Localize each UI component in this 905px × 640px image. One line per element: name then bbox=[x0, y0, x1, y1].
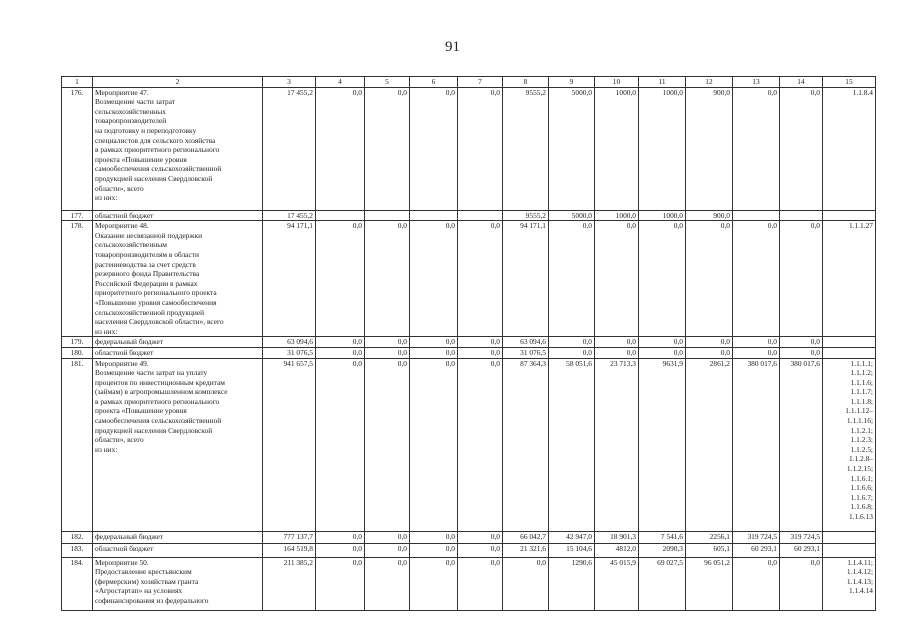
table-row bbox=[62, 87, 876, 210]
year-2020-cell bbox=[365, 210, 410, 221]
year-2025-cell: 23 713,3 bbox=[595, 358, 639, 531]
year-2020-cell: 0,0 bbox=[365, 347, 410, 358]
year-2024-cell: 58 051,6 bbox=[549, 358, 595, 531]
column-header: 1 bbox=[62, 77, 93, 88]
year-2028-cell: 0,0 bbox=[733, 337, 780, 348]
column-header: 9 bbox=[549, 77, 595, 88]
year-2027-cell: 0,0 bbox=[686, 221, 733, 337]
year-2020-cell: 0,0 bbox=[365, 221, 410, 337]
year-2029-cell: 0,0 bbox=[780, 347, 823, 358]
year-2029-cell bbox=[780, 210, 823, 221]
description-cell: Мероприятие 49. Возмещение части затрат на уплату процентов по инвестиционным кредитам (займам) в агропромышленном комплексе в рамках приоритетного регионального проекта «Повышение уровня самообеспечения сельскохозяйственной продукцией населения Свердловской области», всего из них: bbox=[93, 358, 263, 531]
column-header: 11 bbox=[639, 77, 686, 88]
target-codes-cell: 1.1.4.11; 1.1.4.12; 1.1.4.13; 1.1.4.14 bbox=[823, 557, 876, 610]
column-header: 15 bbox=[823, 77, 876, 88]
column-header: 2 bbox=[93, 77, 263, 88]
year-2023-cell: 9555,2 bbox=[503, 87, 549, 210]
year-2028-cell: 60 293,1 bbox=[733, 543, 780, 557]
year-2020-cell: 0,0 bbox=[365, 358, 410, 531]
year-2019-cell: 0,0 bbox=[316, 337, 365, 348]
year-2027-cell: 2256,1 bbox=[686, 531, 733, 543]
year-2021-cell: 0,0 bbox=[410, 543, 458, 557]
year-2022-cell: 0,0 bbox=[458, 347, 503, 358]
total-cell: 211 385,2 bbox=[263, 557, 316, 610]
year-2029-cell: 0,0 bbox=[780, 87, 823, 210]
year-2019-cell bbox=[316, 210, 365, 221]
year-2029-cell: 60 293,1 bbox=[780, 543, 823, 557]
year-2024-cell: 5000,0 bbox=[549, 210, 595, 221]
year-2029-cell: 0,0 bbox=[780, 337, 823, 348]
year-2029-cell: 0,0 bbox=[780, 557, 823, 610]
year-2028-cell: 0,0 bbox=[733, 347, 780, 358]
year-2024-cell: 1290,6 bbox=[549, 557, 595, 610]
table-row bbox=[62, 221, 876, 337]
year-2028-cell bbox=[733, 210, 780, 221]
target-codes-cell: 1.1.8.4 bbox=[823, 87, 876, 210]
year-2026-cell: 0,0 bbox=[639, 337, 686, 348]
year-2029-cell: 0,0 bbox=[780, 221, 823, 337]
page-number: 91 bbox=[445, 39, 460, 55]
year-2029-cell: 380 017,6 bbox=[780, 358, 823, 531]
description-cell: областной бюджет bbox=[93, 210, 263, 221]
year-2024-cell: 0,0 bbox=[549, 337, 595, 348]
table-row bbox=[62, 337, 876, 348]
column-header: 3 bbox=[263, 77, 316, 88]
year-2024-cell: 15 104,6 bbox=[549, 543, 595, 557]
row-number-cell: 177. bbox=[62, 210, 93, 221]
year-2027-cell: 96 051,2 bbox=[686, 557, 733, 610]
column-header: 8 bbox=[503, 77, 549, 88]
row-number-cell: 176. bbox=[62, 87, 93, 210]
row-number-cell: 182. bbox=[62, 531, 93, 543]
year-2020-cell: 0,0 bbox=[365, 531, 410, 543]
year-2026-cell: 1000,0 bbox=[639, 210, 686, 221]
row-number-cell: 179. bbox=[62, 337, 93, 348]
year-2026-cell: 69 027,5 bbox=[639, 557, 686, 610]
year-2023-cell: 63 094,6 bbox=[503, 337, 549, 348]
target-codes-cell bbox=[823, 347, 876, 358]
total-cell: 941 657,5 bbox=[263, 358, 316, 531]
year-2023-cell: 21 321,6 bbox=[503, 543, 549, 557]
column-header: 12 bbox=[686, 77, 733, 88]
year-2022-cell: 0,0 bbox=[458, 221, 503, 337]
year-2026-cell: 0,0 bbox=[639, 347, 686, 358]
description-cell: Мероприятие 50. Предоставление крестьянским (фермерским) хозяйствам гранта «Агростартап» на условиях софинансирования из федерального bbox=[93, 557, 263, 610]
year-2022-cell: 0,0 bbox=[458, 358, 503, 531]
year-2021-cell: 0,0 bbox=[410, 557, 458, 610]
table-row bbox=[62, 210, 876, 221]
year-2025-cell: 45 015,9 bbox=[595, 557, 639, 610]
year-2024-cell: 0,0 bbox=[549, 347, 595, 358]
year-2020-cell: 0,0 bbox=[365, 557, 410, 610]
year-2025-cell: 0,0 bbox=[595, 347, 639, 358]
year-2028-cell: 319 724,5 bbox=[733, 531, 780, 543]
year-2025-cell: 1000,0 bbox=[595, 210, 639, 221]
row-number-cell: 184. bbox=[62, 557, 93, 610]
year-2028-cell: 0,0 bbox=[733, 557, 780, 610]
budget-table bbox=[61, 76, 876, 611]
column-header: 13 bbox=[733, 77, 780, 88]
year-2020-cell: 0,0 bbox=[365, 543, 410, 557]
description-cell: Мероприятие 48. Оказание несвязанной поддержки сельскохозяйственным товаропроизводителям в области растениеводства за счет средств резервного фонда Правительства Российской Федерации в рамках приоритетного регионального проекта «Повышение уровня самообеспечения сельскохозяйственной продукцией населения Свердловской области», всего из них: bbox=[93, 221, 263, 337]
year-2022-cell: 0,0 bbox=[458, 557, 503, 610]
year-2029-cell: 319 724,5 bbox=[780, 531, 823, 543]
table-row bbox=[62, 347, 876, 358]
total-cell: 17 455,2 bbox=[263, 210, 316, 221]
row-number-cell: 178. bbox=[62, 221, 93, 337]
year-2022-cell: 0,0 bbox=[458, 531, 503, 543]
year-2026-cell: 2090,3 bbox=[639, 543, 686, 557]
year-2021-cell: 0,0 bbox=[410, 337, 458, 348]
year-2023-cell: 94 171,1 bbox=[503, 221, 549, 337]
target-codes-cell: 1.1.1.27 bbox=[823, 221, 876, 337]
description-cell: федеральный бюджет bbox=[93, 337, 263, 348]
total-cell: 777 137,7 bbox=[263, 531, 316, 543]
column-header: 5 bbox=[365, 77, 410, 88]
year-2025-cell: 0,0 bbox=[595, 337, 639, 348]
table-header-row bbox=[62, 77, 876, 88]
description-cell: федеральный бюджет bbox=[93, 531, 263, 543]
row-number-cell: 181. bbox=[62, 358, 93, 531]
year-2025-cell: 4812,0 bbox=[595, 543, 639, 557]
year-2026-cell: 1000,0 bbox=[639, 87, 686, 210]
description-cell: областной бюджет bbox=[93, 347, 263, 358]
year-2023-cell: 87 364,3 bbox=[503, 358, 549, 531]
year-2023-cell: 66 042,7 bbox=[503, 531, 549, 543]
year-2028-cell: 0,0 bbox=[733, 221, 780, 337]
target-codes-cell bbox=[823, 337, 876, 348]
target-codes-cell bbox=[823, 543, 876, 557]
year-2021-cell: 0,0 bbox=[410, 531, 458, 543]
year-2027-cell: 900,0 bbox=[686, 210, 733, 221]
total-cell: 17 455,2 bbox=[263, 87, 316, 210]
year-2019-cell: 0,0 bbox=[316, 531, 365, 543]
table-row bbox=[62, 531, 876, 543]
total-cell: 31 076,5 bbox=[263, 347, 316, 358]
year-2025-cell: 18 901,3 bbox=[595, 531, 639, 543]
year-2021-cell: 0,0 bbox=[410, 221, 458, 337]
target-codes-cell: 1.1.1.1; 1.1.1.2; 1.1.1.6; 1.1.1.7; 1.1.1.8; 1.1.1.12– 1.1.1.16; 1.1.2.1; 1.1.2.3; 1.1.2.5; 1.1.2.8– 1.1.2.15; 1.1.6.1; 1.1.6.6; 1.1.6.7; 1.1.6.8; 1.1.6.13 bbox=[823, 358, 876, 531]
column-header: 10 bbox=[595, 77, 639, 88]
table-row bbox=[62, 557, 876, 610]
year-2026-cell: 0,0 bbox=[639, 221, 686, 337]
target-codes-cell bbox=[823, 531, 876, 543]
year-2022-cell: 0,0 bbox=[458, 87, 503, 210]
year-2019-cell: 0,0 bbox=[316, 221, 365, 337]
year-2023-cell: 9555,2 bbox=[503, 210, 549, 221]
column-header: 4 bbox=[316, 77, 365, 88]
year-2024-cell: 42 947,0 bbox=[549, 531, 595, 543]
year-2019-cell: 0,0 bbox=[316, 358, 365, 531]
total-cell: 164 519,8 bbox=[263, 543, 316, 557]
year-2021-cell bbox=[410, 210, 458, 221]
row-number-cell: 180. bbox=[62, 347, 93, 358]
year-2021-cell: 0,0 bbox=[410, 358, 458, 531]
table-row bbox=[62, 358, 876, 531]
row-number-cell: 183. bbox=[62, 543, 93, 557]
year-2027-cell: 605,1 bbox=[686, 543, 733, 557]
year-2024-cell: 5000,0 bbox=[549, 87, 595, 210]
year-2027-cell: 2861,2 bbox=[686, 358, 733, 531]
column-header: 6 bbox=[410, 77, 458, 88]
year-2022-cell: 0,0 bbox=[458, 337, 503, 348]
year-2026-cell: 9631,9 bbox=[639, 358, 686, 531]
column-header: 7 bbox=[458, 77, 503, 88]
year-2025-cell: 1000,0 bbox=[595, 87, 639, 210]
year-2021-cell: 0,0 bbox=[410, 347, 458, 358]
description-cell: Мероприятие 47. Возмещение части затрат сельскохозяйственных товаропроизводителей на подготовку и переподготовку специалистов для сельского хозяйства в рамках приоритетного регионального проекта «Повышение уровня самообеспечения сельскохозяйственной продукцией населения Свердловской области», всего из них: bbox=[93, 87, 263, 210]
year-2022-cell bbox=[458, 210, 503, 221]
year-2022-cell: 0,0 bbox=[458, 543, 503, 557]
description-cell: областной бюджет bbox=[93, 543, 263, 557]
year-2027-cell: 0,0 bbox=[686, 337, 733, 348]
year-2019-cell: 0,0 bbox=[316, 543, 365, 557]
year-2019-cell: 0,0 bbox=[316, 347, 365, 358]
target-codes-cell bbox=[823, 210, 876, 221]
year-2028-cell: 0,0 bbox=[733, 87, 780, 210]
table-row bbox=[62, 543, 876, 557]
total-cell: 63 094,6 bbox=[263, 337, 316, 348]
column-header: 14 bbox=[780, 77, 823, 88]
year-2024-cell: 0,0 bbox=[549, 221, 595, 337]
year-2026-cell: 7 541,6 bbox=[639, 531, 686, 543]
total-cell: 94 171,1 bbox=[263, 221, 316, 337]
year-2020-cell: 0,0 bbox=[365, 87, 410, 210]
year-2021-cell: 0,0 bbox=[410, 87, 458, 210]
year-2027-cell: 900,0 bbox=[686, 87, 733, 210]
year-2028-cell: 380 017,6 bbox=[733, 358, 780, 531]
year-2020-cell: 0,0 bbox=[365, 337, 410, 348]
year-2025-cell: 0,0 bbox=[595, 221, 639, 337]
year-2027-cell: 0,0 bbox=[686, 347, 733, 358]
year-2019-cell: 0,0 bbox=[316, 557, 365, 610]
year-2023-cell: 0,0 bbox=[503, 557, 549, 610]
year-2019-cell: 0,0 bbox=[316, 87, 365, 210]
year-2023-cell: 31 076,5 bbox=[503, 347, 549, 358]
